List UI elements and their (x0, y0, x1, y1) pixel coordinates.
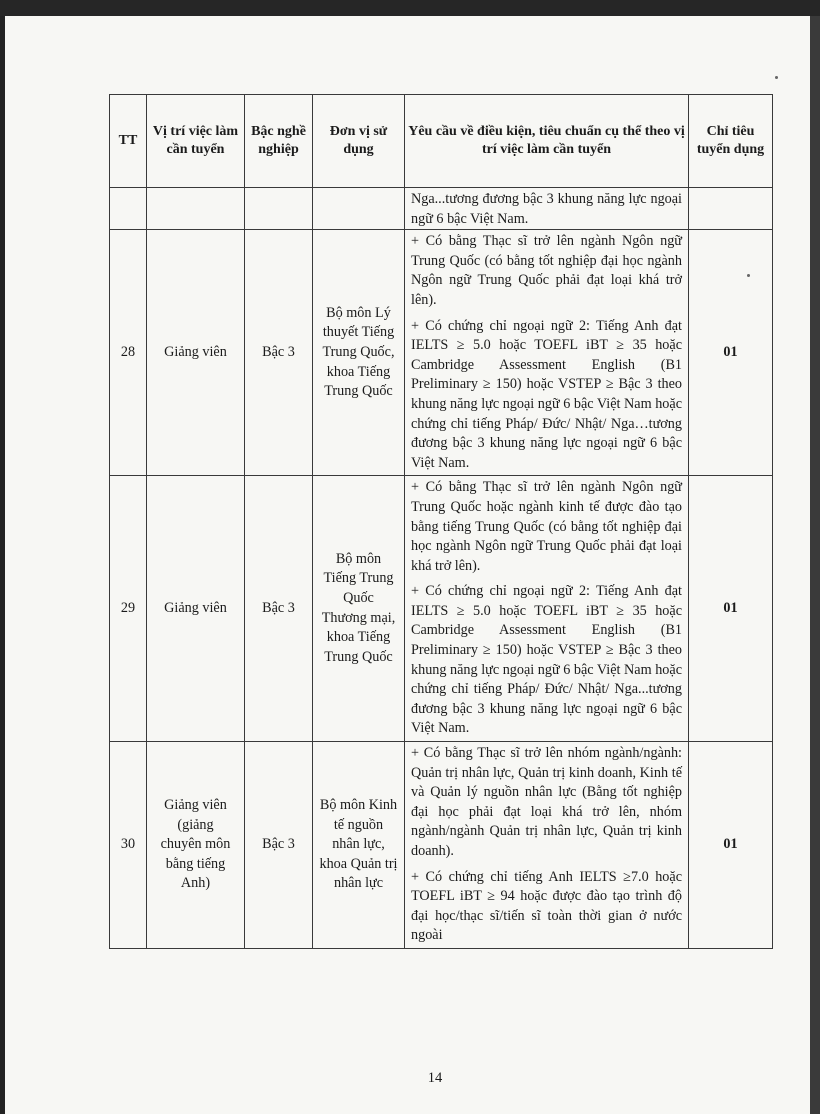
row-quota: 01 (689, 230, 773, 476)
row-level: Bậc 3 (245, 742, 313, 949)
row-quota: 01 (689, 476, 773, 742)
table-row (110, 476, 773, 742)
table-row (110, 230, 773, 476)
row-level: Bậc 3 (245, 476, 313, 742)
row-requirements (405, 476, 689, 742)
row-requirements (405, 742, 689, 949)
continuation-requirement: Nga...tương đương bậc 3 khung năng lực ngoại ngữ 6 bậc Việt Nam. (405, 188, 689, 230)
requirement-language: + Có chứng chỉ ngoại ngữ 2: Tiếng Anh đạt IELTS ≥ 5.0 hoặc TOEFL iBT ≥ 35 hoặc Cambridge Assessment English (B1 Preliminary ≥ 150) hoặc VSTEP ≥ Bậc 3 theo khung năng lực ngoại ngữ 6 bậc Việt Nam hoặc chứng chỉ tiếng Pháp/ Đức/ Nhật/ Nga...tương đương bậc 3 khung năng lực ngoại ngữ 6 bậc Việt Nam. (411, 583, 682, 737)
row-tt: 28 (110, 230, 147, 476)
header-quota: Chỉ tiêu tuyển dụng (689, 95, 773, 188)
requirement-degree: + Có bằng Thạc sĩ trở lên nhóm ngành/ngành: Quản trị nhân lực, Quản trị kinh doanh, Kinh tế và Quản lý nguồn nhân lực (Bằng tốt nghiệp đại học phải đạt loại khá trở lên, nhóm ngành/ngành Quản trị nhân lực, Quản trị kinh doanh). (411, 745, 682, 859)
header-position: Vị trí việc làm cần tuyển (147, 95, 245, 188)
row-position: Giảng viên (147, 476, 245, 742)
row-unit: Bộ môn Tiếng Trung Quốc Thương mại, khoa Tiếng Trung Quốc (313, 476, 405, 742)
row-position: Giảng viên (147, 230, 245, 476)
header-unit: Đơn vị sử dụng (313, 95, 405, 188)
row-unit: Bộ môn Lý thuyết Tiếng Trung Quốc, khoa Tiếng Trung Quốc (313, 230, 405, 476)
row-tt: 29 (110, 476, 147, 742)
header-requirements: Yêu cầu về điều kiện, tiêu chuẩn cụ thể theo vị trí việc làm cần tuyển (405, 95, 689, 188)
viewer-right-edge (810, 16, 820, 1114)
page-number: 14 (427, 1070, 443, 1086)
row-tt: 30 (110, 742, 147, 949)
table-row-continuation (110, 188, 773, 230)
row-unit: Bộ môn Kinh tế nguồn nhân lực, khoa Quản trị nhân lực (313, 742, 405, 949)
requirement-degree: + Có bằng Thạc sĩ trở lên ngành Ngôn ngữ Trung Quốc (có bằng tốt nghiệp đại học ngành Ngôn ngữ Trung Quốc phải đạt loại khá trở lên). (411, 233, 682, 308)
row-requirements (405, 230, 689, 476)
viewer-top-bar (0, 0, 820, 16)
row-quota: 01 (689, 742, 773, 949)
row-level: Bậc 3 (245, 230, 313, 476)
table-row (110, 742, 773, 949)
requirement-degree: + Có bằng Thạc sĩ trở lên ngành Ngôn ngữ Trung Quốc hoặc ngành kinh tế được đào tạo bằng tiếng Trung Quốc (có bằng tốt nghiệp đại học ngành Ngôn ngữ Trung Quốc phải đạt loại khá trở lên). (411, 479, 682, 574)
header-tt: TT (110, 95, 147, 188)
requirement-language: + Có chứng chỉ ngoại ngữ 2: Tiếng Anh đạt IELTS ≥ 5.0 hoặc TOEFL iBT ≥ 35 hoặc Cambridge Assessment English (B1 Preliminary ≥ 150) hoặc VSTEP ≥ Bậc 3 theo khung năng lực ngoại ngữ 6 bậc Việt Nam hoặc chứng chỉ tiếng Pháp/ Đức/ Nhật/ Nga…tương đương bậc 3 khung năng lực ngoại ngữ 6 bậc Việt Nam. (411, 317, 682, 471)
table-header-row (110, 95, 773, 188)
row-position: Giảng viên (giảng chuyên môn bằng tiếng Anh) (147, 742, 245, 949)
scan-speck (775, 76, 778, 79)
header-level: Bậc nghề nghiệp (245, 95, 313, 188)
requirement-language: + Có chứng chỉ tiếng Anh IELTS ≥7.0 hoặc TOEFL iBT ≥ 94 hoặc được đào tạo trình độ đại học/thạc sĩ/tiến sĩ toàn thời gian ở nước ngoài (411, 868, 682, 944)
document-page (5, 16, 810, 1114)
recruitment-table (109, 94, 773, 949)
